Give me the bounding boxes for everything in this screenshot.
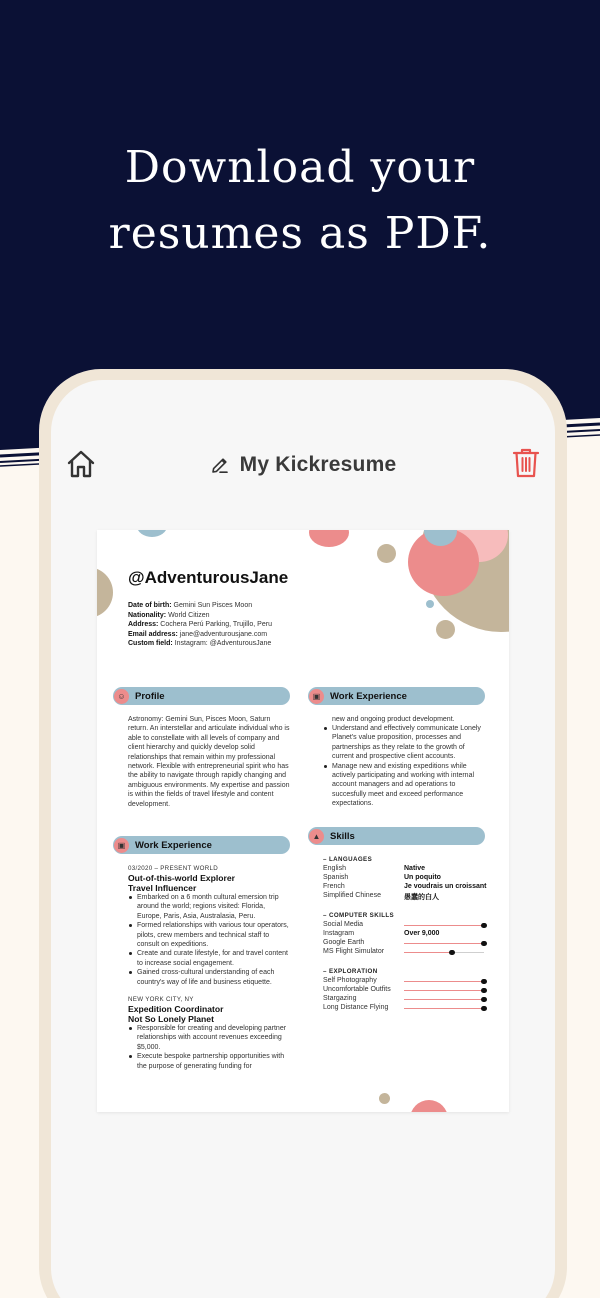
bullet: Responsible for creating and developing partner relationships with account revenues exceeding $5,000. [128, 1024, 290, 1052]
beaker-icon: ▲ [309, 829, 324, 844]
profile-text: Astronomy: Gemini Sun, Pisces Moon, Saturn return. An interstellar and articulate individual who is able to constellate with all levels of company and client hierarchy and quickly develop solid relationships that remain within my professional network. Flexible with entrepreneurial spirit who has the ability to navigate through rapidly changing and ambiguous environments. My expertise and passion is within the fields of travel lifestyle and content development. [128, 716, 290, 808]
resume-preview[interactable] [97, 530, 509, 1112]
bullet: Embarked on a 6 month cultural emersion trip around the world; regions visited: Florida, Europe, Paris, Asia, Australasia, Peru. [128, 893, 290, 921]
skill-row: English Native [323, 865, 426, 872]
skill-bar [404, 943, 484, 944]
bullet: Gained cross-cultural understanding of each country's way of life and business etiquette. [128, 968, 290, 987]
trash-icon [511, 446, 541, 480]
job-title: Out-of-this-world Explorer [128, 873, 235, 883]
decor-circle [426, 600, 434, 608]
document-title[interactable]: My Kickresume [239, 453, 397, 476]
title-group [51, 440, 555, 490]
info-row: Nationality: World Citizen [128, 611, 210, 619]
hero-line-1: Download your [124, 142, 476, 193]
skill-category: – LANGUAGES [323, 856, 373, 863]
job-bullets [323, 724, 483, 809]
bullet: Execute bespoke partnership opportunities with the purpose of generating funding for [128, 1052, 290, 1071]
continued-text: new and ongoing product development. [332, 716, 455, 723]
job-meta: 03/2020 – PRESENT WORLD [128, 865, 219, 872]
hero-line-2: resumes as PDF. [108, 208, 492, 259]
skill-row: Google Earth [323, 939, 488, 948]
job-company: Travel Influencer [128, 883, 197, 893]
skill-row: Long Distance Flying [323, 1004, 488, 1013]
skill-bar [404, 1008, 484, 1009]
skill-row: Social Media [323, 921, 488, 930]
skill-bar [404, 999, 484, 1000]
briefcase-icon: ▣ [114, 838, 129, 853]
skill-row: Instagram Over 9,000 [323, 930, 440, 937]
skill-row: Simplified Chinese 愚蠢的白人 [323, 892, 439, 901]
info-row: Date of birth: Gemini Sun Pisces Moon [128, 602, 253, 609]
skill-bar [404, 981, 484, 982]
info-row: Address: Cochera Perú Parking, Trujillo, Peru [128, 621, 272, 629]
skill-row: Stargazing [323, 995, 488, 1004]
pencil-icon[interactable] [210, 455, 230, 475]
job-bullets [128, 893, 290, 987]
bullet: Formed relationships with various tour operators, pilots, crew members and technical staff to consult on expeditions. [128, 921, 290, 949]
job-title: Expedition Coordinator [128, 1004, 224, 1014]
info-row: Custom field: Instagram: @AdventurousJane [128, 640, 272, 648]
bullet: Create and curate lifestyle, for and travel content to increase social engagement. [128, 949, 290, 968]
job-bullets [128, 1024, 290, 1071]
decor-circle [379, 1093, 390, 1104]
decor-circle [309, 530, 349, 547]
decor-circle [410, 1100, 448, 1112]
decor-circle [436, 620, 455, 639]
skill-row: French Je voudrais un croissant [323, 883, 487, 890]
app-header [51, 440, 555, 490]
decor-circle [377, 544, 396, 563]
personal-info [128, 601, 272, 649]
bullet: Understand and effectively communicate Lonely Planet's value proposition, processes and partnerships as they relate to the growth of current and prospective client accounts. [323, 724, 483, 762]
decor-circle [97, 567, 113, 618]
job-meta: NEW YORK CITY, NY [128, 996, 194, 1003]
hero-headline [0, 135, 600, 267]
profile-section-header: ☺ Profile [113, 687, 290, 705]
resume-handle: @AdventurousJane [128, 568, 289, 587]
skill-row: MS Flight Simulator [323, 948, 488, 957]
info-row: Email address: jane@adventurousjane.com [128, 630, 268, 638]
briefcase-icon: ▣ [309, 689, 324, 704]
skill-row: Self Photography [323, 977, 488, 986]
skills-section-header: ▲ Skills [308, 827, 485, 845]
skill-category: – EXPLORATION [323, 968, 378, 975]
skill-bar [404, 925, 484, 926]
skill-category: – COMPUTER SKILLS [323, 912, 395, 919]
job-company: Not So Lonely Planet [128, 1014, 214, 1024]
delete-button[interactable] [511, 446, 541, 480]
bullet: Manage new and existing expeditions while actively participating and working with internal account managers and ad operations to succesfully meet and exceed performance expectations. [323, 762, 483, 809]
skill-bar [404, 952, 484, 953]
skill-row: Uncomfortable Outfits [323, 986, 488, 995]
work-section-header: ▣ Work Experience [308, 687, 485, 705]
decor-circle [137, 530, 167, 537]
skill-row: Spanish Un poquito [323, 874, 441, 881]
phone-screen [51, 380, 555, 1298]
skill-bar [404, 990, 484, 991]
person-icon: ☺ [114, 689, 129, 704]
work-section-header: ▣ Work Experience [113, 836, 290, 854]
